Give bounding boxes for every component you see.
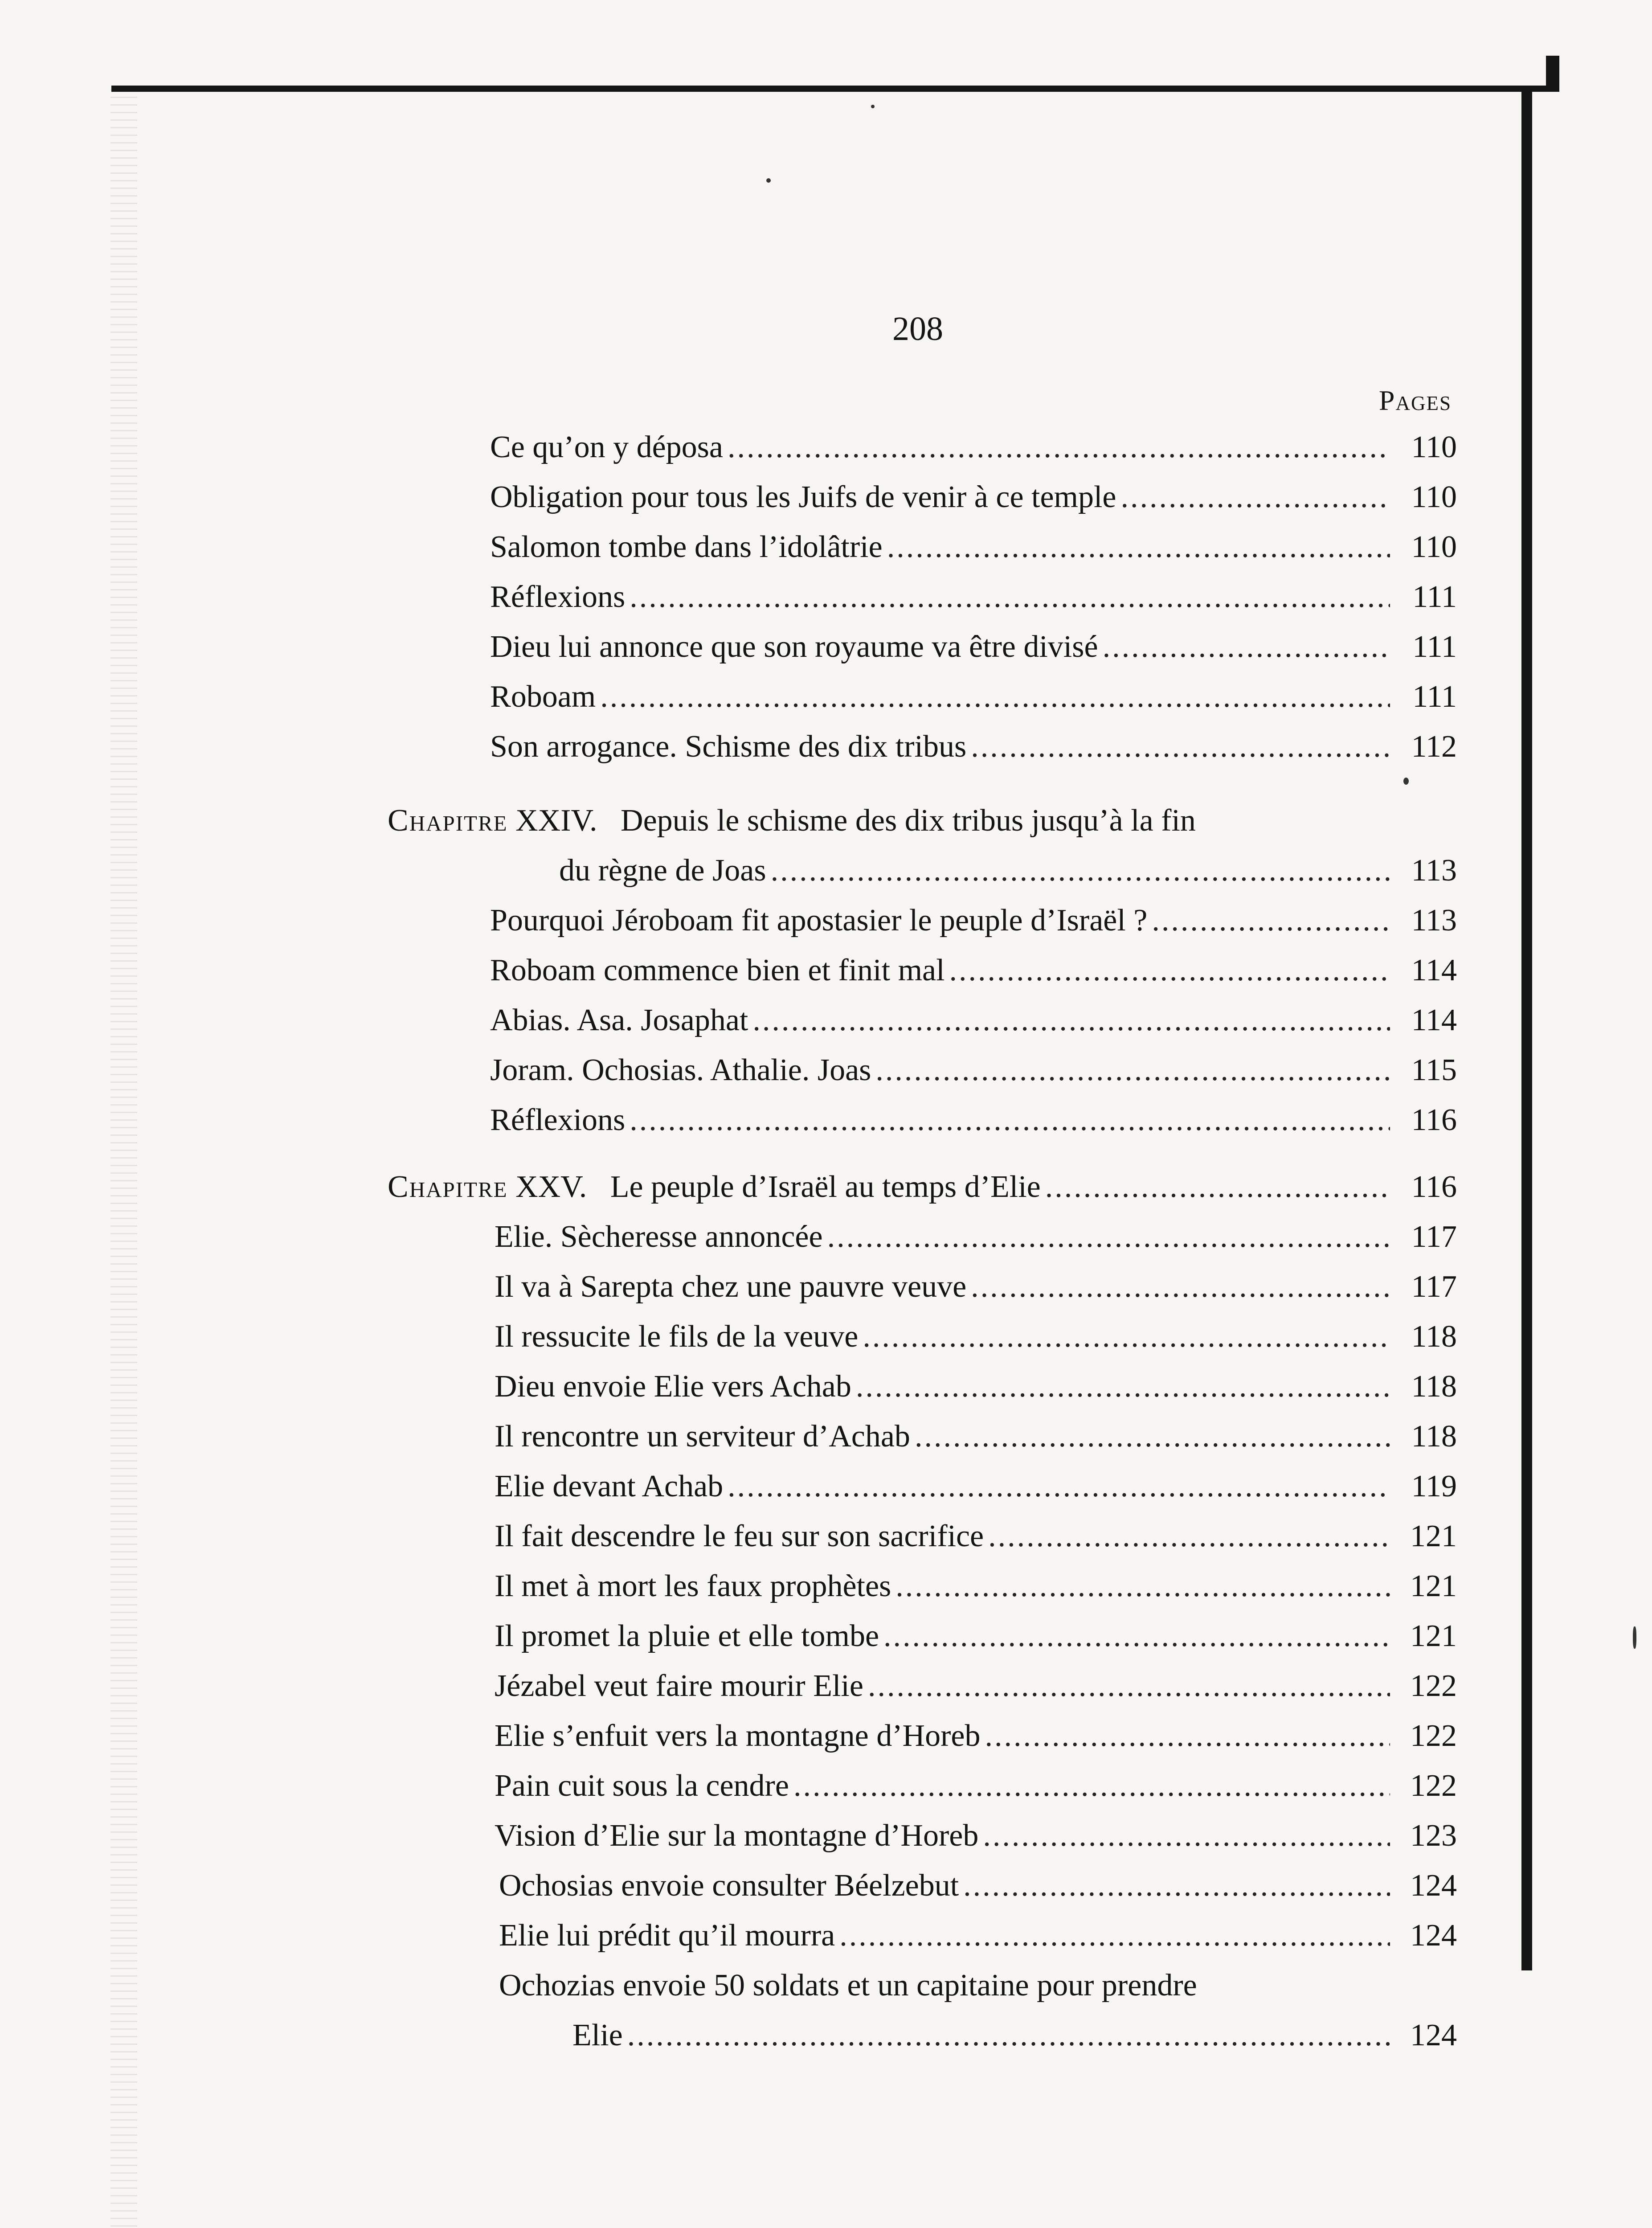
toc-entry-page: 122 [1410, 1719, 1457, 1753]
toc-entry-page: 121 [1410, 1569, 1457, 1603]
toc-entry-title: Il fait descendre le feu sur son sacrifice [495, 1519, 984, 1553]
toc-entry [495, 1618, 1457, 1655]
toc-entry-title: Réflexions [490, 580, 626, 614]
toc-entry-page: 111 [1412, 630, 1457, 664]
dot-leader [752, 1002, 1390, 1039]
toc-entry [495, 1817, 1457, 1855]
toc-entry-title: Obligation pour tous les Juifs de venir à ce temple [490, 480, 1116, 514]
toc-entry-title: Joram. Ochosias. Athalie. Joas [490, 1053, 871, 1087]
toc-entry [495, 1268, 1457, 1306]
toc-entry-page: 118 [1411, 1319, 1457, 1354]
toc-entry-page: 118 [1411, 1419, 1457, 1454]
toc-entry [495, 1767, 1457, 1805]
dot-leader [949, 952, 1390, 989]
dot-leader [868, 1667, 1390, 1705]
toc-entry-page: 122 [1410, 1769, 1457, 1803]
dot-leader [983, 1817, 1390, 1855]
toc-entry-page: 116 [1411, 1103, 1457, 1137]
dot-leader [856, 1368, 1390, 1405]
toc-entry [490, 902, 1457, 939]
chapter-page: 116 [1411, 1170, 1457, 1204]
toc-entry-title: Dieu lui annonce que son royaume va être divisé [490, 630, 1098, 664]
toc-entry-title: Elie lui prédit qu’il mourra [499, 1918, 835, 1953]
toc-entry-page: 114 [1411, 953, 1457, 987]
toc-entry-page: 119 [1411, 1469, 1457, 1503]
toc-entry-page: 122 [1410, 1669, 1457, 1703]
chapter-label: Chapitre [388, 1170, 508, 1204]
pages-column-header: Pages [1378, 385, 1452, 416]
dot-leader [1152, 902, 1390, 939]
toc-entry [495, 1368, 1457, 1405]
toc-entry-page: 118 [1411, 1369, 1457, 1404]
toc-entry-title: Dieu envoie Elie vers Achab [495, 1369, 851, 1404]
toc-entry-page: 124 [1410, 1918, 1457, 1953]
toc-entry [490, 479, 1457, 516]
dot-leader [728, 429, 1390, 466]
toc-entry-page: 110 [1411, 430, 1457, 464]
toc-entry-page: 121 [1410, 1519, 1457, 1553]
toc-entry-title: Pourquoi Jéroboam fit apostasier le peuple d’Israël ? [490, 903, 1148, 938]
toc-entry-page: 114 [1411, 1003, 1457, 1037]
toc-entry-title: Jézabel veut faire mourir Elie [495, 1669, 863, 1703]
toc-entry-page: 110 [1411, 530, 1457, 564]
toc-entry-title: Abias. Asa. Josaphat [490, 1003, 748, 1037]
chapter-label: Chapitre [388, 803, 508, 838]
chapter-page: 113 [1411, 853, 1457, 888]
toc-entry-title: Vision d’Elie sur la montagne d’Horeb [495, 1818, 979, 1853]
dot-leader [915, 1418, 1390, 1455]
toc-entry-title: Il promet la pluie et elle tombe [495, 1619, 879, 1653]
dot-leader [971, 728, 1390, 766]
dot-leader [863, 1318, 1390, 1356]
dot-leader [630, 578, 1390, 616]
dot-leader [793, 1767, 1390, 1805]
toc-entry [490, 678, 1457, 716]
dot-leader [728, 1468, 1390, 1505]
toc-entry-title: Il rencontre un serviteur d’Achab [495, 1419, 910, 1454]
toc-entry-title: Ce qu’on y déposa [490, 430, 723, 464]
dot-leader [988, 1518, 1390, 1555]
toc-entry-continued [572, 2017, 1457, 2054]
toc-entry-title: Il met à mort les faux prophètes [495, 1569, 891, 1603]
toc-entry-title: Salomon tombe dans l’idolâtrie [490, 530, 883, 564]
dot-leader [971, 1268, 1390, 1306]
toc-entry [495, 1667, 1457, 1705]
dot-leader [875, 1052, 1390, 1089]
chapter-number: XXV. [515, 1170, 587, 1204]
toc-entry-page: 111 [1412, 580, 1457, 614]
toc-entry [495, 1717, 1457, 1755]
toc-entry-title: Il va à Sarepta chez une pauvre veuve [495, 1270, 967, 1304]
chapter-title: Depuis le schisme des dix tribus jusqu’à la fin [621, 803, 1196, 838]
chapter-heading [388, 802, 1196, 840]
toc-entry-title: Roboam [490, 680, 596, 714]
dot-leader [1045, 1168, 1390, 1206]
toc-entry-page: 112 [1411, 729, 1457, 764]
toc-entry [499, 1867, 1457, 1904]
toc-entry [495, 1468, 1457, 1505]
toc-entry [490, 628, 1457, 666]
toc-entry-title: Elie. Sècheresse annoncée [495, 1220, 823, 1254]
toc-entry-page: 110 [1411, 480, 1457, 514]
toc-entry-title: Elie devant Achab [495, 1469, 724, 1503]
toc-entry [490, 1102, 1457, 1139]
dot-leader [839, 1917, 1390, 1954]
toc-entry [490, 578, 1457, 616]
dot-leader [887, 528, 1390, 566]
toc-entry-page: 117 [1411, 1220, 1457, 1254]
toc-entry [490, 528, 1457, 566]
chapter-heading-text [388, 1168, 1041, 1206]
chapter-title-continued [559, 852, 1457, 889]
toc-entry-page: 121 [1410, 1619, 1457, 1653]
dot-leader [985, 1717, 1390, 1755]
toc-entry-title: Réflexions [490, 1103, 626, 1137]
dot-leader [1121, 479, 1390, 516]
page-number: 208 [892, 310, 943, 348]
toc-entry-page: 115 [1411, 1053, 1457, 1087]
chapter-title-line2: du règne de Joas [559, 853, 766, 888]
toc-entry-page: 124 [1410, 1868, 1457, 1903]
toc-entry [490, 952, 1457, 989]
dot-leader [600, 678, 1390, 716]
toc-entry-title: Son arrogance. Schisme des dix tribus [490, 729, 967, 764]
toc-entry [490, 1052, 1457, 1089]
dot-leader [1103, 628, 1390, 666]
chapter-title: Le peuple d’Israël au temps d’Elie [610, 1170, 1041, 1204]
toc-entry-title: Roboam commence bien et finit mal [490, 953, 945, 987]
toc-entry-title-line2: Elie [572, 2018, 623, 2052]
dot-leader [963, 1867, 1390, 1904]
dot-leader [771, 852, 1390, 889]
toc-entry [490, 1002, 1457, 1039]
toc-entry [490, 429, 1457, 466]
dot-leader [883, 1618, 1390, 1655]
toc-entry-title: Elie s’enfuit vers la montagne d’Horeb [495, 1719, 981, 1753]
dot-leader [896, 1568, 1390, 1605]
toc-entry [490, 728, 1457, 766]
dot-leader [627, 2017, 1390, 2054]
toc-entry-page: 111 [1412, 680, 1457, 714]
chapter-number: XXIV. [515, 803, 597, 838]
toc-entry-page: 113 [1411, 903, 1457, 938]
toc-entry-page: 124 [1410, 2018, 1457, 2052]
toc-entry-title: Il ressucite le fils de la veuve [495, 1319, 859, 1354]
toc-entry-page: 123 [1410, 1818, 1457, 1853]
toc-entry [495, 1218, 1457, 1256]
toc-entry [495, 1318, 1457, 1356]
toc-entry [499, 1917, 1457, 1954]
chapter-heading [388, 1168, 1457, 1206]
dot-leader [827, 1218, 1390, 1256]
dot-leader [630, 1102, 1390, 1139]
toc-entry-title: Ochosias envoie consulter Béelzebut [499, 1868, 959, 1903]
toc-entry [495, 1518, 1457, 1555]
toc-entry-title: Pain cuit sous la cendre [495, 1769, 789, 1803]
toc-entry-page: 117 [1411, 1270, 1457, 1304]
toc-entry [495, 1568, 1457, 1605]
toc-entry [495, 1418, 1457, 1455]
toc-entry-title: Ochozias envoie 50 soldats et un capitaine pour prendre [499, 1968, 1197, 2003]
toc-entry-multiline [499, 1967, 1197, 2004]
